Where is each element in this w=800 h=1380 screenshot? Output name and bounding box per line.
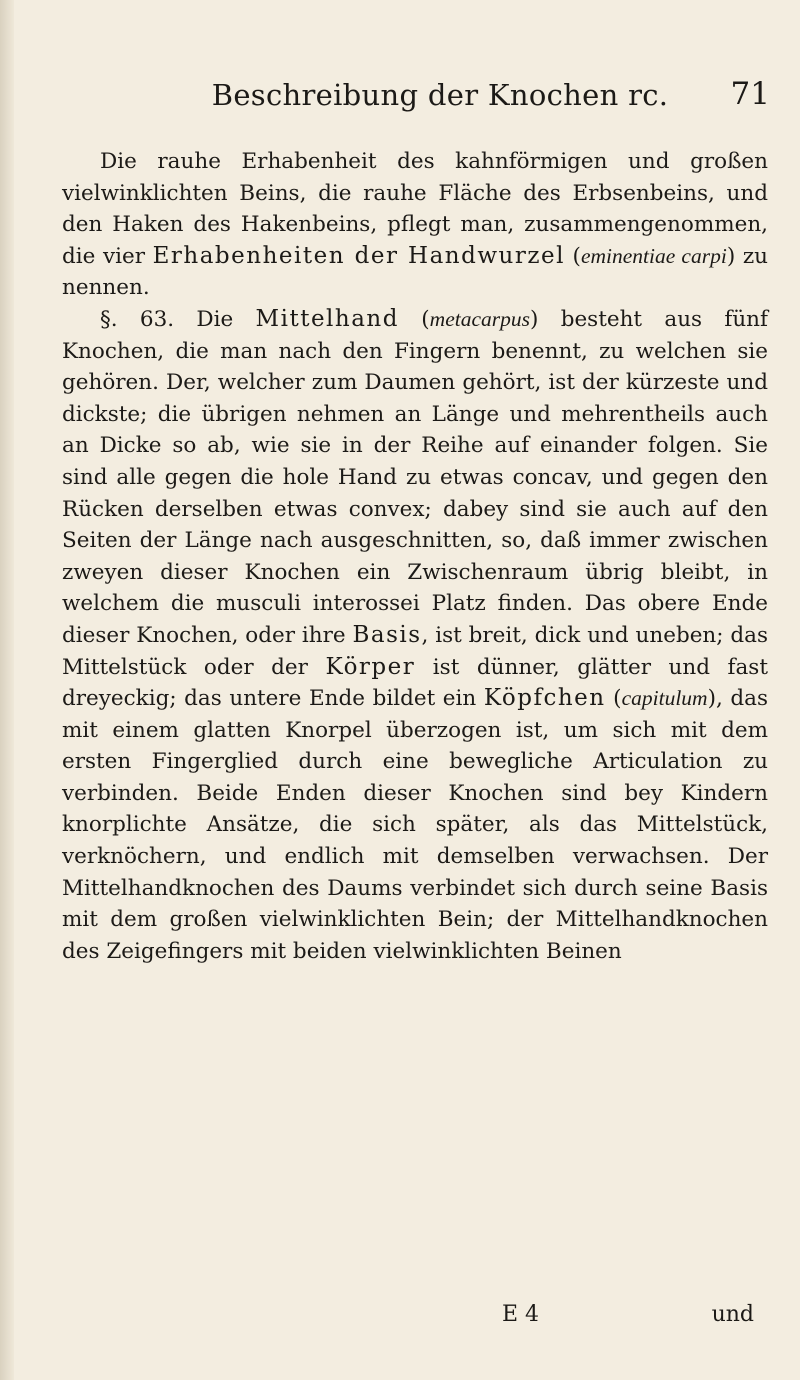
text-run: ( xyxy=(605,686,622,712)
signature-mark: E 4 xyxy=(502,1302,540,1327)
page-header xyxy=(160,78,770,122)
text-run: ( xyxy=(564,243,581,269)
page-number: 71 xyxy=(730,76,770,112)
latin-term: eminentiae carpi xyxy=(580,243,727,268)
paragraph xyxy=(62,146,768,304)
emphasized-term: Köpfchen xyxy=(483,685,606,712)
text-run: ) besteht aus fünf Knochen, die man nach den Fingern benennt, zu welchen sie gehören. Der, welcher zum Daumen gehört, ist der kürzeste und dickste; die übrigen nehmen an Länge und mehrentheils auch an Dicke so ab, wie sie in der Reihe auf einander folgen. Sie sind alle gegen die hole Hand zu etwas concav, und gegen den Rücken derselben etwas convex; dabey sind sie auch auf den Seiten der Länge nach ausgeschnitten, so, daß immer zwischen zweyen dieser Knochen ein Zwischenraum übrig bleibt, in welchem die musculi interossei Platz finden. Das obere Ende dieser Knochen, oder ihre xyxy=(62,306,768,648)
binding-edge xyxy=(0,0,14,1380)
text-run: , ist breit, dick und uneben; das Mittelstück oder der xyxy=(62,622,768,680)
latin-term: metacarpus xyxy=(429,306,530,331)
catchword: und xyxy=(711,1302,754,1327)
running-head: Beschreibung der Knochen rc. xyxy=(211,78,669,112)
text-run: Die rauhe Erhabenheit des kahnförmigen und großen vielwinklichten Beins, die rauhe Fläche des Erbsenbeins, und den Haken des Hakenbeins, pflegt man, zusammengenommen, die vier xyxy=(62,149,768,269)
text-run: §. 63. Die xyxy=(100,306,256,332)
text-run: ), das mit einem glatten Knorpel überzogen ist, um sich mit dem ersten Fingerglied durch eine bewegliche Articulation zu verbinden. Beide Enden dieser Knochen sind bey Kindern knorplichte Ansätze, die sich später, als das Mittelstück, verknöchern, und endlich mit demselben verwachsen. Der Mittelhandknochen des Daums verbindet sich durch seine Basis mit dem großen vielwinklichten Bein; der Mittelhandknochen des Zeigefingers mit beiden vielwinklichten Beinen xyxy=(62,686,768,964)
emphasized-term: Basis xyxy=(352,621,422,648)
body-text xyxy=(62,146,768,967)
emphasized-term: Mittelhand xyxy=(255,305,399,332)
page-footer xyxy=(62,1302,768,1338)
text-run: ) zu nennen. xyxy=(62,243,769,301)
text-run: ist dünner, glätter und fast dreyeckig; das untere Ende bildet ein xyxy=(62,654,768,712)
emphasized-term: Körper xyxy=(325,653,416,680)
paragraph xyxy=(62,304,768,967)
emphasized-term: Erhabenheiten der Handwurzel xyxy=(152,242,565,269)
text-run: ( xyxy=(398,306,430,332)
latin-term: capitulum xyxy=(621,686,708,711)
